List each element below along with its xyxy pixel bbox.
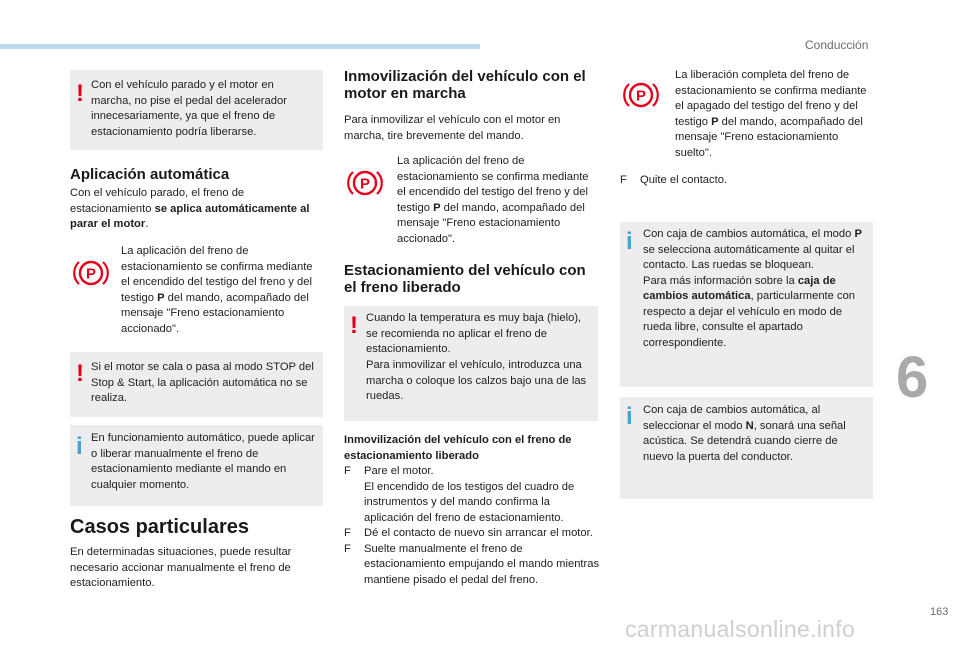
heading-special-cases: Casos particulares bbox=[70, 516, 249, 538]
brake-confirmation-text: La aplicación del freno de estacionamiento se confirma mediante el encendido del testigo del freno y del testigo P del mando, acompañado del mensaje "Freno estacionamiento accionado". bbox=[121, 245, 313, 335]
step-bullet: F bbox=[344, 542, 351, 555]
heading-immobilisation-engine-running: Inmovilización del vehículo con el motor en marcha bbox=[344, 68, 586, 102]
warning-box-stop-start bbox=[70, 352, 323, 417]
svg-text:P: P bbox=[359, 175, 371, 193]
svg-text:P: P bbox=[85, 265, 97, 283]
parking-brake-icon bbox=[72, 254, 110, 292]
step-item: F Quite el contacto. bbox=[620, 173, 870, 189]
warning-text: Si el motor se cala o pasa al modo STOP del Stop & Start, la aplicación automática no se realiza. bbox=[91, 361, 314, 404]
step-bullet: F bbox=[344, 465, 351, 477]
step-item: F Dé el contacto de nuevo sin arrancar el motor. bbox=[344, 526, 600, 542]
auto-intro-text: Con el vehículo parado, el freno de estacionamiento se aplica automáticamente al parar el motor. bbox=[70, 187, 310, 230]
svg-text:P: P bbox=[635, 87, 647, 105]
parking-brake-icon bbox=[346, 164, 384, 202]
info-box-automatic-gearbox bbox=[620, 222, 873, 387]
warning-box-cold-weather bbox=[344, 306, 598, 421]
step-list bbox=[344, 464, 600, 588]
info-text: Con caja de cambios automática, el modo P se selecciona automáticamente al quitar el contacto. Las ruedas se bloquean. Para más información sobre la caja de cambios automática, particularmente con respecto a dejar el vehículo en modo de rueda libre, consulte el apartado correspondiente. bbox=[643, 228, 862, 349]
parking-brake-icon bbox=[622, 76, 660, 114]
warning-text-chocks: Para inmovilizar el vehículo, introduzca una marcha o coloque los calzos bajo una de las ruedas. bbox=[366, 359, 587, 402]
warning-box-engine-running bbox=[70, 70, 323, 150]
section-title: Conducción bbox=[805, 38, 869, 52]
watermark: carmanualsonline.info bbox=[625, 616, 856, 642]
info-icon: i bbox=[626, 403, 633, 430]
exclamation-icon: ! bbox=[350, 312, 358, 339]
warning-text-cold: Cuando la temperatura es muy baja (hielo), se recomienda no aplicar el freno de estacionamiento. bbox=[366, 312, 582, 355]
info-text: Con caja de cambios automática, al seleccionar el modo N, sonará una señal acústica. Se detendrá cuando cierre de nuevo la puerta del conductor. bbox=[643, 404, 846, 463]
exclamation-icon: ! bbox=[76, 360, 84, 387]
page-number: 163 bbox=[930, 606, 949, 618]
step-bullet: F bbox=[344, 527, 351, 539]
step-bullet: F bbox=[620, 174, 627, 186]
step-item: F Suelte manualmente el freno de estacionamiento empujando el mando mientras mantiene pisado el pedal del freno. bbox=[344, 542, 600, 586]
subheading-released: Inmovilización del vehículo con el freno de estacionamiento liberado bbox=[344, 434, 572, 462]
release-confirmation-text: La liberación completa del freno de estacionamiento se confirma mediante el apagado del testigo del freno y del testigo P del mando, acompañado del mensaje "Freno estacionamiento suelto". bbox=[675, 69, 867, 159]
heading-automatic-application: Aplicación automática bbox=[70, 166, 230, 183]
heading-parking-released: Estacionamiento del vehículo con el freno liberado bbox=[344, 262, 586, 296]
immobilisation-text: Para inmovilizar el vehículo con el motor en marcha, tire brevemente del mando. bbox=[344, 114, 561, 142]
chapter-number: 6 bbox=[896, 345, 929, 410]
step-item: F Pare el motor. El encendido de los testigos del cuadro de instrumentos y del mando confirma la aplicación del freno de estacionamiento. bbox=[344, 465, 575, 524]
info-box-neutral-mode bbox=[620, 397, 873, 499]
info-icon: i bbox=[76, 433, 83, 460]
special-cases-text: En determinadas situaciones, puede resultar necesario accionar manualmente el freno de estacionamiento. bbox=[70, 546, 292, 589]
header-bar bbox=[0, 44, 480, 49]
brake-confirmation-text: La aplicación del freno de estacionamiento se confirma mediante el encendido del testigo del freno y del testigo P del mando, acompañado del mensaje "Freno estacionamiento accionado". bbox=[397, 155, 589, 245]
info-icon: i bbox=[626, 228, 633, 255]
info-text: En funcionamiento automático, puede aplicar o liberar manualmente el freno de estacionamiento mediante el mando en cualquier momento. bbox=[91, 432, 315, 491]
exclamation-icon: ! bbox=[76, 80, 84, 107]
info-box-manual-operation bbox=[70, 425, 323, 506]
warning-text: Con el vehículo parado y el motor en marcha, no pise el pedal del acelerador innecesariamente, ya que el freno de estacionamiento podría liberarse. bbox=[91, 79, 287, 138]
